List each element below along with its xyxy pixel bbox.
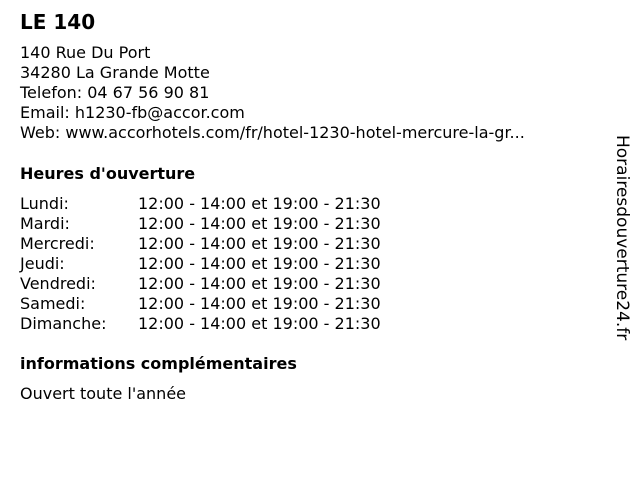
address-city: 34280 La Grande Motte	[20, 63, 210, 82]
hours-row-thursday	[20, 254, 381, 274]
hours-row-tuesday	[20, 214, 381, 234]
hours-heading: Heures d'ouverture	[20, 164, 196, 183]
day-hours: 12:00 - 14:00 et 19:00 - 21:30	[138, 274, 381, 293]
day-label: Vendredi:	[20, 274, 96, 293]
business-name: LE 140	[20, 10, 96, 34]
info-heading: informations complémentaires	[20, 354, 297, 373]
day-label: Jeudi:	[20, 254, 65, 273]
day-label: Mardi:	[20, 214, 70, 233]
hours-table	[20, 194, 381, 334]
contact-block	[20, 43, 525, 143]
day-label: Samedi:	[20, 294, 86, 313]
day-label: Mercredi:	[20, 234, 95, 253]
day-hours: 12:00 - 14:00 et 19:00 - 21:30	[138, 194, 381, 213]
hours-row-wednesday	[20, 234, 381, 254]
day-hours: 12:00 - 14:00 et 19:00 - 21:30	[138, 254, 381, 273]
phone-number: Telefon: 04 67 56 90 81	[20, 83, 210, 102]
day-hours: 12:00 - 14:00 et 19:00 - 21:30	[138, 214, 381, 233]
day-hours: 12:00 - 14:00 et 19:00 - 21:30	[138, 234, 381, 253]
site-watermark: Horairesdouverture24.fr	[612, 135, 632, 341]
day-hours: 12:00 - 14:00 et 19:00 - 21:30	[138, 294, 381, 313]
hours-row-saturday	[20, 294, 381, 314]
website-link[interactable]: Web: www.accorhotels.com/fr/hotel-1230-hotel-mercure-la-gr...	[20, 123, 525, 142]
email-address: Email: h1230-fb@accor.com	[20, 103, 245, 122]
address-street: 140 Rue Du Port	[20, 43, 151, 62]
day-label: Lundi:	[20, 194, 69, 213]
hours-row-friday	[20, 274, 381, 294]
hours-row-monday	[20, 194, 381, 214]
info-text: Ouvert toute l'année	[20, 384, 187, 403]
hours-row-sunday	[20, 314, 381, 334]
day-hours: 12:00 - 14:00 et 19:00 - 21:30	[138, 314, 381, 333]
day-label: Dimanche:	[20, 314, 107, 333]
